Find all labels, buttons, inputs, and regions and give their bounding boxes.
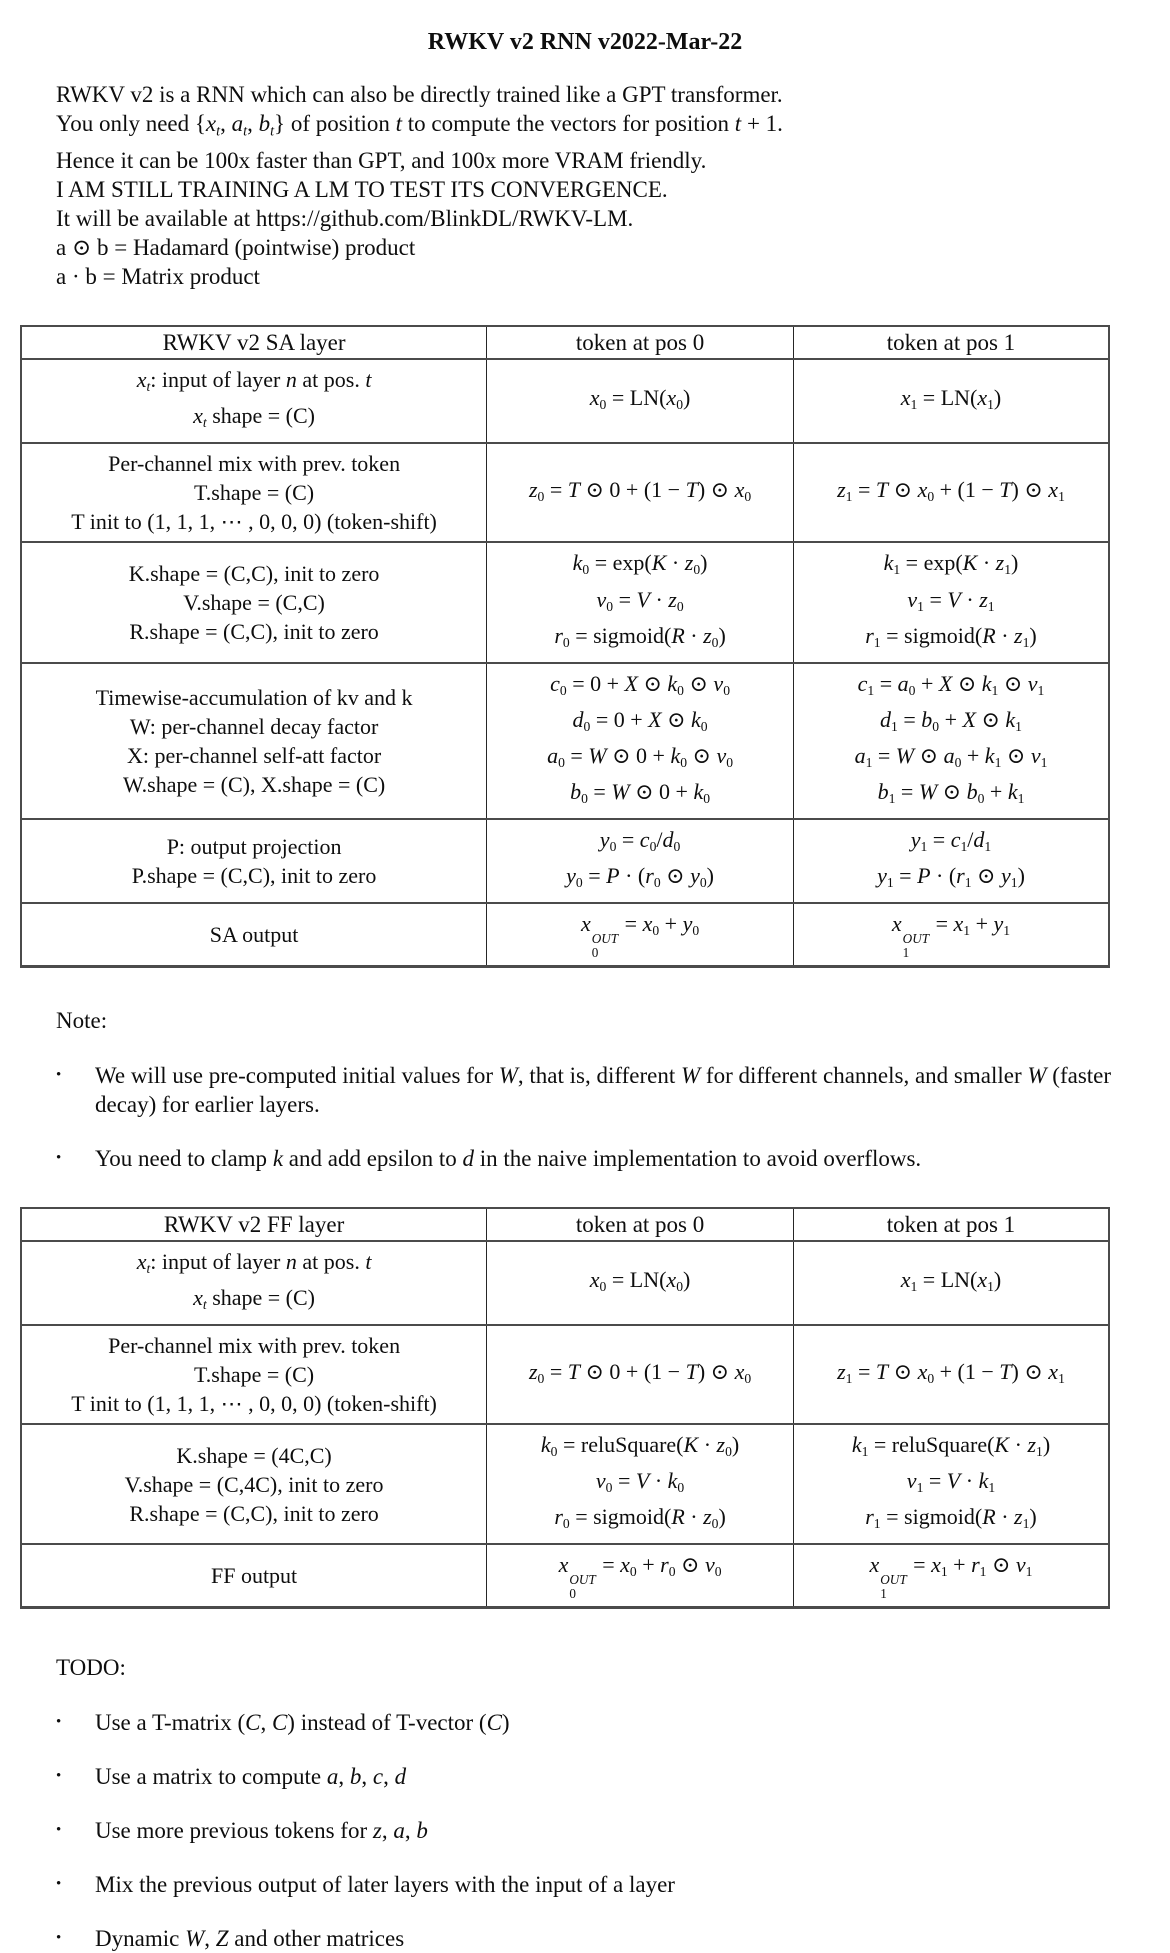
- formula-line: T.shape = (C): [194, 480, 315, 506]
- formula-line: $x_1 = LN(x_1)$: [900, 1266, 1002, 1295]
- table-header-row: [21, 326, 1109, 359]
- formula-line: K.shape = (C,C), init to zero: [128, 561, 380, 587]
- layer-desc-cell: [21, 1241, 487, 1325]
- formula-line: $z_1 = T$ ⊙ $x_0 + (1 - T)$ ⊙ $x_1$: [837, 476, 1065, 504]
- table-row: [21, 663, 1109, 819]
- intro-line: a ⊙ b = Hadamard (pointwise) product: [56, 235, 416, 261]
- pos1-formula-cell: [793, 542, 1109, 662]
- formula-line: $k_1 = \exp(K \cdot z_1)$: [883, 550, 1019, 578]
- table-row: [21, 1424, 1109, 1544]
- intro-line: RWKV v2 is a RNN which can also be directly trained like a GPT transformer.: [56, 82, 783, 107]
- pos1-formula-cell: [793, 443, 1109, 542]
- formula-line: $z_0 = T$ ⊙ 0 + (1 − T) ⊙ $x_0$: [528, 476, 752, 504]
- table-row: [21, 903, 1109, 966]
- formula-line: K.shape = (4C,C): [176, 1442, 332, 1468]
- page-title: RWKV v2 RNN v2022-Mar-22: [427, 29, 743, 55]
- pos1-formula-cell: [793, 1325, 1109, 1424]
- list-item-text: Dynamic W, Z and other matrices: [95, 1926, 405, 1952]
- formula-line: T.shape = (C): [194, 1362, 315, 1388]
- layer-desc-cell: [21, 359, 487, 443]
- formula-line: $c_1 = a_0 + X$ ⊙ $k_1$ ⊙ $v_1$: [857, 670, 1045, 698]
- bullet-icon: •: [56, 1768, 62, 1785]
- formula-line: $b_1 = W$ ⊙ $b_0 + k_1$: [877, 778, 1025, 806]
- formula-line: $r_1$ = sigmoid(R · $z_1$): [865, 622, 1037, 650]
- list-item-text: You need to clamp k and add epsilon to d in the naive implementation to avoid overflows.: [95, 1145, 922, 1171]
- formula-line: $x_t$ shape = (C): [193, 403, 316, 431]
- intro-line: You only need {$x_t$, $a_t$, $b_t$} of position t to compute the vectors for position t + 1.: [56, 111, 783, 140]
- table-row: [21, 1325, 1109, 1424]
- pos0-formula-cell: [487, 1424, 794, 1544]
- formula-line: W: per-channel decay factor: [129, 713, 379, 739]
- pos1-formula-cell: [793, 1544, 1109, 1607]
- layer-desc-cell: [21, 903, 487, 966]
- bullet-icon: •: [56, 1876, 62, 1893]
- intro-paragraph: [56, 80, 1130, 291]
- formula-line: SA output: [209, 922, 299, 948]
- table-header-cell: token at pos 1: [793, 326, 1109, 359]
- table-row: [21, 819, 1109, 903]
- layer-desc-cell: [21, 542, 487, 662]
- pos1-formula-cell: [793, 1241, 1109, 1325]
- formula-line: T init to (1, 1, 1, ⋯ , 0, 0, 0) (token-shift): [71, 509, 437, 535]
- pos0-formula-cell: [487, 542, 794, 662]
- table-header-cell: RWKV v2 SA layer: [21, 326, 487, 359]
- list-item-text: Use a T-matrix (C, C) instead of T-vector (C): [95, 1710, 510, 1736]
- pos0-formula-cell: [487, 359, 794, 443]
- formula-line: $a_0 = W$ ⊙ $0 + k_0$ ⊙ $v_0$: [547, 742, 734, 770]
- note-list: [0, 1061, 1170, 1173]
- layer-desc-cell: [21, 1424, 487, 1544]
- formula-line: Per-channel mix with prev. token: [108, 1333, 401, 1359]
- formula-line: $d_1 = b_0 + X$ ⊙ $k_1$: [880, 706, 1022, 734]
- todo-list: [0, 1708, 1170, 1953]
- formula-line: $r_0$ = sigmoid(R · $z_0$): [554, 622, 726, 650]
- formula-line: $b_0 = W$ ⊙ $0 + k_0$: [570, 778, 711, 806]
- formula-line: $x_0 = LN(x_0)$: [589, 1266, 691, 1295]
- formula-line: $y_0 = P \cdot (r_0$ ⊙ $y_0$): [566, 863, 714, 891]
- formula-line: $y_1 = c_1/d_1$: [910, 826, 992, 855]
- list-item: [56, 1924, 1126, 1953]
- formula-line: T init to (1, 1, 1, ⋯ , 0, 0, 0) (token-shift): [71, 1391, 437, 1417]
- sa-layer-table: [20, 325, 1110, 968]
- table-row: [21, 359, 1109, 443]
- table-row: [21, 1241, 1109, 1325]
- pos1-formula-cell: [793, 663, 1109, 819]
- table-header-row: [21, 1208, 1109, 1241]
- list-item: [56, 1816, 1126, 1845]
- list-item: [56, 1762, 1126, 1791]
- pos1-formula-cell: [793, 359, 1109, 443]
- formula-line: P.shape = (C,C), init to zero: [131, 863, 377, 889]
- formula-line: $c_0 = 0 + X$ ⊙ $k_0$ ⊙ $v_0$: [550, 670, 730, 698]
- formula-line: x OUT 0 = $x_0 + y_0$: [580, 911, 700, 961]
- formula-line: $v_0 = V \cdot z_0$: [596, 586, 684, 614]
- layer-desc-cell: [21, 1325, 487, 1424]
- list-item: [56, 1708, 1126, 1737]
- todo-section: [0, 1653, 1170, 1953]
- pos0-formula-cell: [487, 819, 794, 903]
- formula-line: Per-channel mix with prev. token: [108, 451, 401, 477]
- formula-line: $k_0 = \exp(K \cdot z_0)$: [572, 550, 708, 578]
- bullet-icon: •: [56, 1066, 62, 1083]
- list-item-text: Use a matrix to compute a, b, c, d: [95, 1764, 407, 1790]
- formula-line: $v_1 = V \cdot k_1$: [906, 1468, 996, 1496]
- formula-line: $y_0 = c_0/d_0$: [599, 826, 681, 855]
- table-header-cell: token at pos 0: [487, 326, 794, 359]
- formula-line: R.shape = (C,C), init to zero: [129, 619, 379, 645]
- intro-line: a · b = Matrix product: [56, 264, 260, 290]
- formula-line: V.shape = (C,C): [183, 590, 325, 616]
- bullet-icon: •: [56, 1149, 62, 1166]
- layer-desc-cell: [21, 1544, 487, 1607]
- formula-line: $k_1$ = reluSquare(K · $z_1$): [851, 1432, 1051, 1460]
- formula-line: $v_0 = V \cdot k_0$: [595, 1468, 685, 1496]
- intro-line: It will be available at https://github.com/BlinkDL/RWKV-LM.: [56, 206, 634, 232]
- bullet-icon: •: [56, 1822, 62, 1839]
- formula-line: x OUT 1 = $x_1 + r_1$ ⊙ $v_1$: [869, 1552, 1033, 1602]
- table-row: [21, 542, 1109, 662]
- pos0-formula-cell: [487, 903, 794, 966]
- formula-line: $k_0$ = reluSquare(K · $z_0$): [540, 1432, 740, 1460]
- formula-line: x OUT 0 = $x_0 + r_0$ ⊙ $v_0$: [558, 1552, 722, 1602]
- bullet-icon: •: [56, 1930, 62, 1947]
- formula-line: $d_0 = 0 + X$ ⊙ $k_0$: [572, 706, 708, 734]
- table-header-cell: token at pos 0: [487, 1208, 794, 1241]
- layer-desc-cell: [21, 443, 487, 542]
- pos1-formula-cell: [793, 903, 1109, 966]
- formula-line: $x_t$: input of layer n at pos. t: [136, 1248, 372, 1277]
- formula-line: R.shape = (C,C), init to zero: [129, 1500, 379, 1526]
- pos1-formula-cell: [793, 1424, 1109, 1544]
- list-item: [56, 1870, 1126, 1899]
- table-row: [21, 443, 1109, 542]
- formula-line: $y_1 = P \cdot (r_1$ ⊙ $y_1$): [877, 863, 1025, 891]
- pos0-formula-cell: [487, 1241, 794, 1325]
- pos0-formula-cell: [487, 1325, 794, 1424]
- list-item: [56, 1061, 1126, 1119]
- todo-heading: TODO:: [56, 1655, 126, 1681]
- pos0-formula-cell: [487, 443, 794, 542]
- note-section: [0, 1006, 1170, 1173]
- formula-line: W.shape = (C), X.shape = (C): [122, 771, 386, 797]
- formula-line: $x_0 = LN(x_0)$: [589, 385, 691, 413]
- table-row: [21, 1544, 1109, 1607]
- formula-line: x OUT 1 = $x_1 + y_1$: [891, 911, 1011, 961]
- bullet-icon: •: [56, 1714, 62, 1731]
- formula-line: P: output projection: [166, 834, 342, 860]
- formula-line: Timewise-accumulation of kv and k: [95, 684, 413, 710]
- intro-line: Hence it can be 100x faster than GPT, and 100x more VRAM friendly.: [56, 148, 707, 174]
- formula-line: V.shape = (C,4C), init to zero: [124, 1471, 384, 1497]
- formula-line: $x_t$ shape = (C): [193, 1285, 316, 1313]
- formula-line: $r_1$ = sigmoid(R · $z_1$): [865, 1504, 1037, 1532]
- list-item-text: Use more previous tokens for z, a, b: [95, 1818, 428, 1844]
- pos0-formula-cell: [487, 1544, 794, 1607]
- formula-line: $x_1 = LN(x_1)$: [900, 385, 1002, 413]
- ff-layer-table: [20, 1207, 1110, 1609]
- table-header-cell: token at pos 1: [793, 1208, 1109, 1241]
- formula-line: $a_1 = W$ ⊙ $a_0 + k_1$ ⊙ $v_1$: [854, 742, 1048, 770]
- layer-desc-cell: [21, 663, 487, 819]
- table-header-cell: RWKV v2 FF layer: [21, 1208, 487, 1241]
- list-item: [56, 1144, 1126, 1173]
- note-heading: Note:: [56, 1007, 108, 1033]
- formula-line: X: per-channel self-att factor: [126, 742, 382, 768]
- formula-line: FF output: [210, 1563, 298, 1589]
- layer-desc-cell: [21, 819, 487, 903]
- formula-line: $r_0$ = sigmoid(R · $z_0$): [554, 1504, 726, 1532]
- formula-line: $z_0 = T$ ⊙ 0 + (1 − T) ⊙ $x_0$: [528, 1358, 752, 1386]
- formula-line: $z_1 = T$ ⊙ $x_0 + (1 - T)$ ⊙ $x_1$: [837, 1358, 1065, 1386]
- pos1-formula-cell: [793, 819, 1109, 903]
- list-item-text: Mix the previous output of later layers with the input of a layer: [95, 1872, 675, 1898]
- formula-line: $x_t$: input of layer n at pos. t: [136, 367, 372, 395]
- list-item-text: We will use pre-computed initial values for W, that is, different W for different channels, and smaller W (faster decay) for earlier layers.: [95, 1062, 1112, 1117]
- intro-line: I AM STILL TRAINING A LM TO TEST ITS CONVERGENCE.: [56, 177, 668, 203]
- pos0-formula-cell: [487, 663, 794, 819]
- formula-line: $v_1 = V \cdot z_1$: [907, 586, 995, 614]
